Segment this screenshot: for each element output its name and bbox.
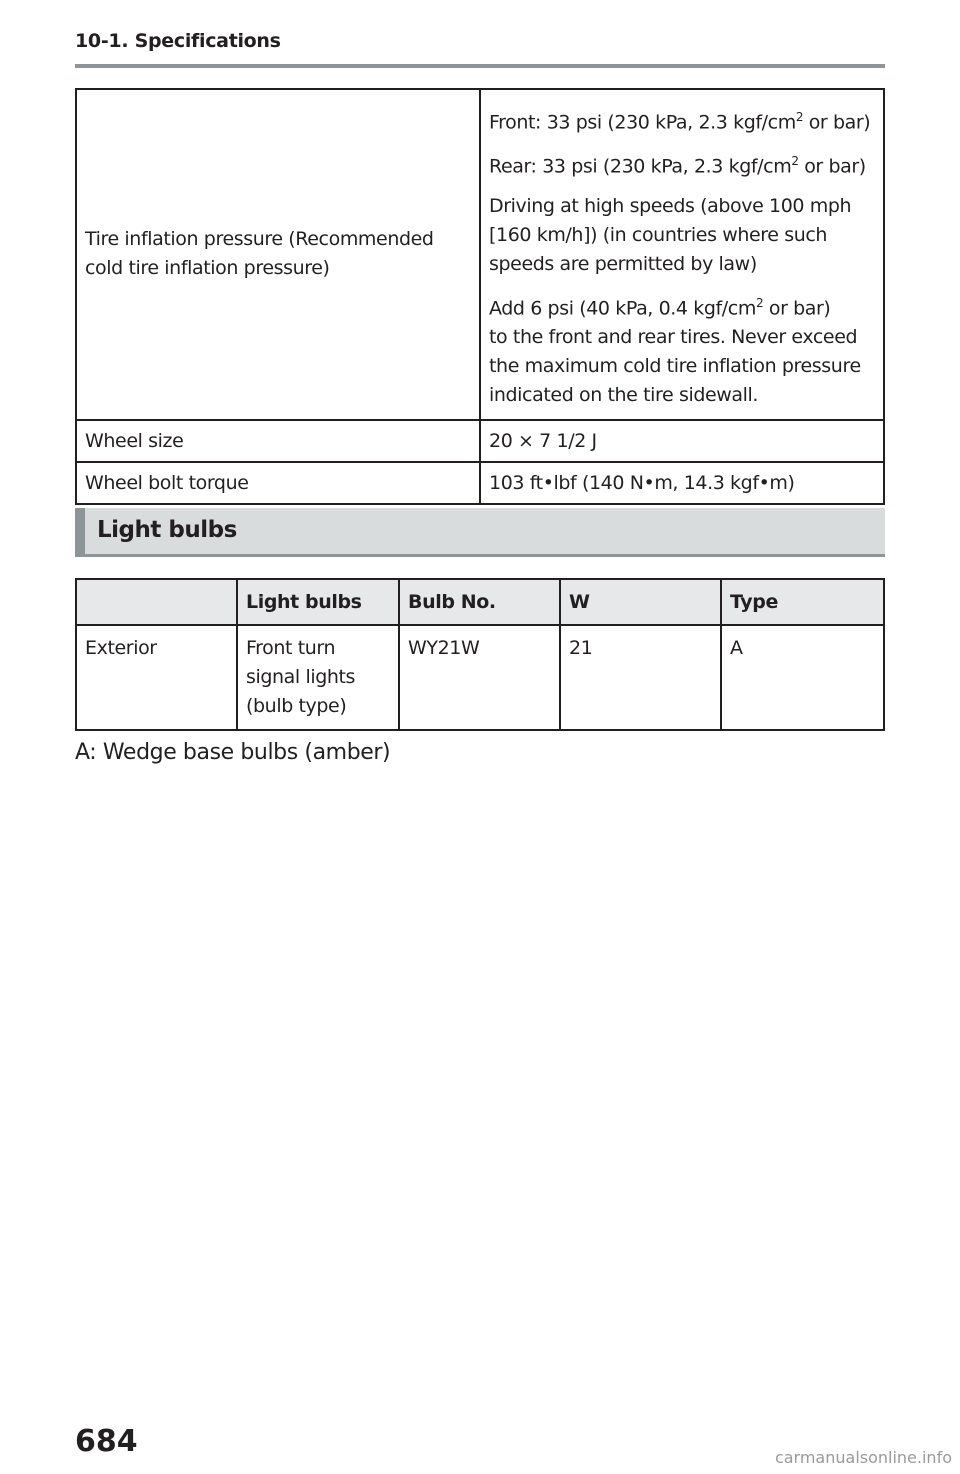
add-pressure: Add 6 psi (40 kPa, 0.4 kgf/$cm^2$ or bar) bbox=[489, 295, 831, 319]
table-header-row bbox=[76, 579, 884, 625]
table-cell: 21 bbox=[560, 625, 721, 730]
table-row bbox=[76, 89, 884, 420]
wheel-torque-value: 103 ft•lbf (140 N•m, 14.3 kgf•m) bbox=[480, 462, 884, 504]
watermark: carmanualsonline.info bbox=[774, 1448, 952, 1467]
wheel-size-label: Wheel size bbox=[76, 420, 480, 462]
bulb-type-footnote: A: Wedge base bulbs (amber) bbox=[75, 740, 391, 765]
header-cell: Bulb No. bbox=[399, 579, 560, 625]
header-cell bbox=[76, 579, 237, 625]
header-cell: Light bulbs bbox=[237, 579, 399, 625]
table-cell: Exterior bbox=[76, 625, 237, 730]
specifications-table bbox=[75, 88, 885, 505]
add-pressure-note: to the front and rear tires. Never exceed the maximum cold tire inflation pressure indicated on the tire sidewall. bbox=[489, 325, 861, 406]
section-title: Light bulbs bbox=[97, 517, 237, 543]
front-pressure: Front: 33 psi (230 kPa, 2.3 kgf/$cm^2$ or bar) bbox=[489, 110, 871, 134]
table-row bbox=[76, 462, 884, 504]
light-bulbs-table bbox=[75, 578, 885, 731]
section-header: 10-1. Specifications bbox=[75, 30, 281, 52]
wheel-torque-label: Wheel bolt torque bbox=[76, 462, 480, 504]
table-row bbox=[76, 625, 884, 730]
wheel-size-value: 20 × 7 1/2 J bbox=[480, 420, 884, 462]
light-bulbs-section-bar bbox=[75, 508, 885, 557]
table-cell: A bbox=[721, 625, 884, 730]
header-cell: W bbox=[560, 579, 721, 625]
table-cell: WY21W bbox=[399, 625, 560, 730]
header-divider bbox=[75, 64, 885, 68]
rear-pressure: Rear: 33 psi (230 kPa, 2.3 kgf/$cm^2$ or bar) bbox=[489, 154, 866, 178]
table-row bbox=[76, 420, 884, 462]
page-number: 684 bbox=[75, 1424, 138, 1459]
tire-pressure-label: Tire inflation pressure (Recommended cold tire inflation pressure) bbox=[76, 89, 480, 420]
high-speed-note: Driving at high speeds (above 100 mph [160 km/h]) (in countries where such speeds are permitted by law) bbox=[489, 194, 852, 275]
tire-pressure-value bbox=[480, 89, 884, 420]
header-cell: Type bbox=[721, 579, 884, 625]
table-cell: Front turn signal lights (bulb type) bbox=[237, 625, 399, 730]
